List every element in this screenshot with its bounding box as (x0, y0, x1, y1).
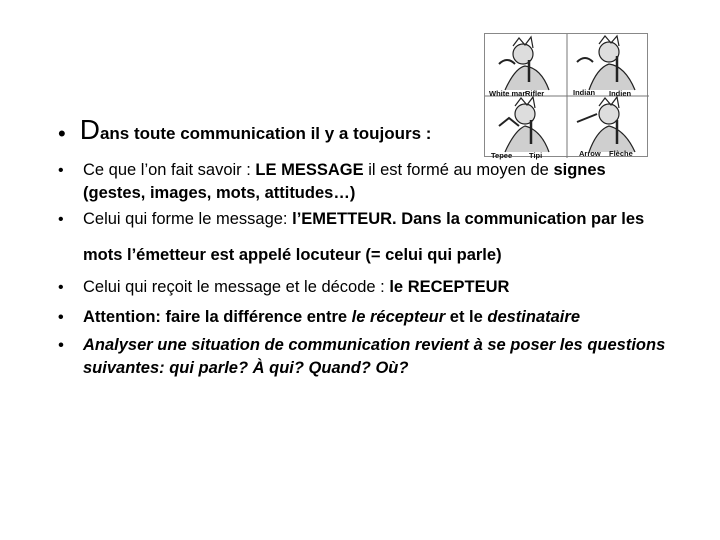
bullet-marker: • (58, 121, 66, 146)
text-segment: mots l’émetteur est appelé locuteur (= celui qui parle) (83, 246, 502, 264)
figure-tepee (499, 97, 549, 152)
term-emetteur: l’EMETTEUR. Dans la communication par les (292, 210, 645, 228)
term-signes: signes (553, 161, 606, 179)
text-segment: Celui qui forme le message: (83, 210, 293, 228)
text-segment: il est formé au moyen de (363, 161, 554, 179)
text-segment: et le (445, 308, 488, 326)
bullet-marker: • (58, 337, 64, 354)
caption-indian: Indian (573, 88, 596, 97)
bullet-text (83, 208, 703, 231)
bullet-marker: • (58, 279, 64, 296)
caption-tipi: Tipi (529, 151, 543, 160)
bullet-text (83, 159, 703, 205)
figure-white-man (499, 37, 549, 90)
text-segment: suivantes: qui parle? À qui? Quand? Où? (83, 359, 409, 377)
bullet-text (83, 244, 703, 267)
figure-indian (577, 36, 635, 90)
bullet-text (83, 334, 703, 380)
caption-white-man: White man (489, 89, 527, 98)
text-segment: Attention: faire la différence entre (83, 308, 352, 326)
bullet-marker: • (58, 211, 64, 228)
term-recepteur: le RECEPTEUR (389, 278, 510, 296)
caption-fleche: Flèche (609, 149, 633, 158)
bullet-marker: • (58, 162, 64, 179)
text-segment: Celui qui reçoit le message et le décode : (83, 278, 390, 296)
bullet-text (83, 276, 703, 299)
term-recepteur-italic: le récepteur (351, 308, 446, 326)
text-segment: Ce que l’on fait savoir : (83, 161, 256, 179)
term-destinataire: destinataire (487, 308, 580, 326)
caption-arrow: Arrow (579, 149, 601, 158)
heading-text: ans toute communication il y a toujours : (99, 124, 432, 143)
sign-language-illustration (484, 33, 648, 160)
text-segment: (gestes, images, mots, attitudes…) (83, 184, 356, 202)
term-message: LE MESSAGE (255, 161, 364, 179)
caption-rifler: Rifler (525, 89, 545, 98)
caption-indien: Indien (609, 89, 632, 98)
text-segment: Analyser une situation de communication revient à se poser les questions (83, 336, 666, 354)
bullet-text (83, 306, 703, 329)
caption-tepee: Tepee (491, 151, 513, 160)
heading-initial: D (79, 114, 100, 145)
figure-arrow (577, 97, 635, 152)
bullet-marker: • (58, 309, 64, 326)
heading-line (58, 114, 431, 146)
